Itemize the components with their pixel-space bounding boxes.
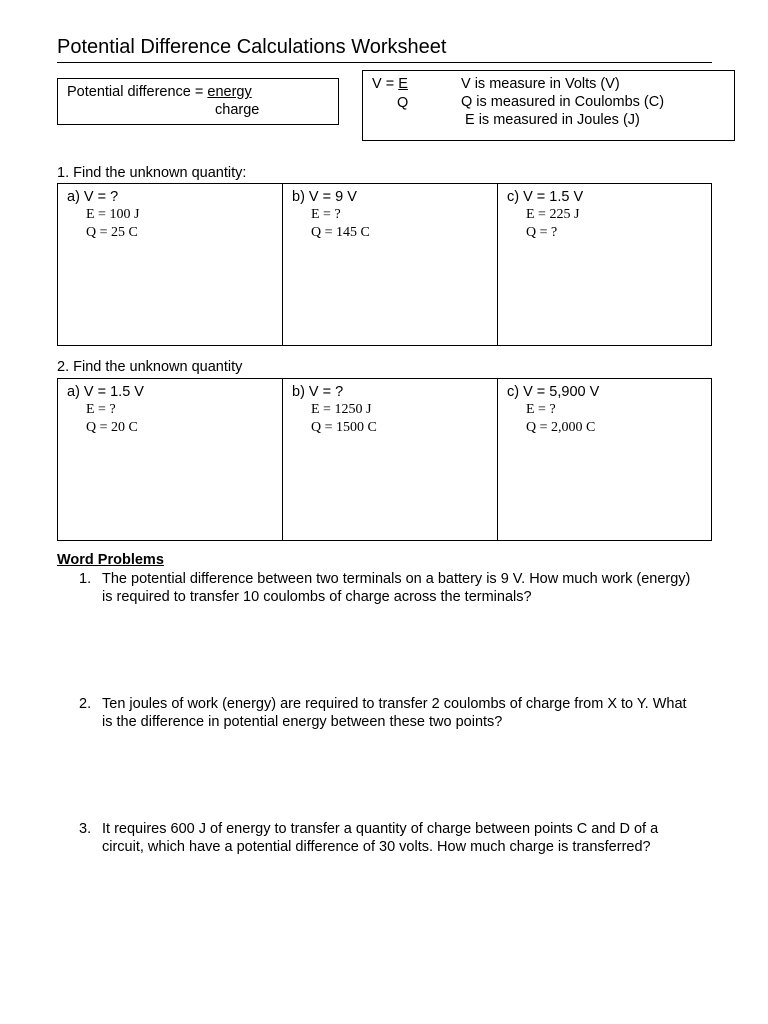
cell-line2: Q = 20 C <box>86 420 138 435</box>
section1-cell-a <box>57 183 283 346</box>
symbol-formula-prefix: V = <box>372 76 399 92</box>
problem-number: 2. <box>79 696 92 712</box>
cell-main: b) V = 9 V <box>292 189 357 205</box>
word-formula-denominator: charge <box>215 102 260 118</box>
word-problems-heading: Word Problems <box>57 552 164 568</box>
symbol-formula-box <box>362 70 735 141</box>
section1-heading: 1. Find the unknown quantity: <box>57 165 247 181</box>
section2-grid <box>57 378 712 541</box>
problem-number: 1. <box>79 571 92 587</box>
definition-coulombs: Q is measured in Coulombs (C) <box>461 94 665 110</box>
page-title: Potential Difference Calculations Worksheet <box>57 36 712 63</box>
cell-line2: Q = 1500 C <box>311 420 377 435</box>
word-formula-numerator: energy <box>207 84 252 100</box>
problem-number: 3. <box>79 821 92 837</box>
section1-cell-c <box>497 183 712 346</box>
definition-joules: E is measured in Joules (J) <box>465 112 640 128</box>
definition-volts: V is measure in Volts (V) <box>461 76 620 92</box>
cell-line1: E = ? <box>86 402 116 417</box>
section2-cell-a <box>57 378 283 541</box>
cell-line1: E = ? <box>311 207 341 222</box>
cell-line2: Q = ? <box>526 225 558 240</box>
cell-main: c) V = 5,900 V <box>507 384 600 400</box>
word-formula-line <box>67 84 252 100</box>
cell-line1: E = 1250 J <box>311 402 372 417</box>
cell-main: c) V = 1.5 V <box>507 189 584 205</box>
cell-line2: Q = 25 C <box>86 225 138 240</box>
cell-line1: E = 225 J <box>526 207 580 222</box>
symbol-formula-line <box>372 76 408 92</box>
cell-line1: E = 100 J <box>86 207 140 222</box>
section1-cell-b <box>282 183 498 346</box>
section1-grid <box>57 183 712 346</box>
problem-text: Ten joules of work (energy) are required to transfer 2 coulombs of charge from X to Y. What is the difference in potential energy between these two points? <box>102 696 687 730</box>
cell-main: b) V = ? <box>292 384 344 400</box>
cell-main: a) V = 1.5 V <box>67 384 144 400</box>
word-formula-prefix: Potential difference = <box>67 84 208 100</box>
word-formula-box <box>57 78 339 125</box>
problem-text: It requires 600 J of energy to transfer a quantity of charge between points C and D of a circuit, which have a potential difference of 30 volts. How much charge is transferred? <box>102 821 659 855</box>
cell-line2: Q = 145 C <box>311 225 370 240</box>
section2-cell-b <box>282 378 498 541</box>
symbol-formula-numerator: E <box>398 76 408 92</box>
cell-line1: E = ? <box>526 402 556 417</box>
cell-main: a) V = ? <box>67 189 119 205</box>
symbol-formula-denominator: Q <box>397 95 409 111</box>
cell-line2: Q = 2,000 C <box>526 420 596 435</box>
section2-heading: 2. Find the unknown quantity <box>57 359 243 375</box>
section2-cell-c <box>497 378 712 541</box>
problem-text: The potential difference between two terminals on a battery is 9 V. How much work (energy) is required to transfer 10 coulombs of charge across the terminals? <box>102 571 691 605</box>
